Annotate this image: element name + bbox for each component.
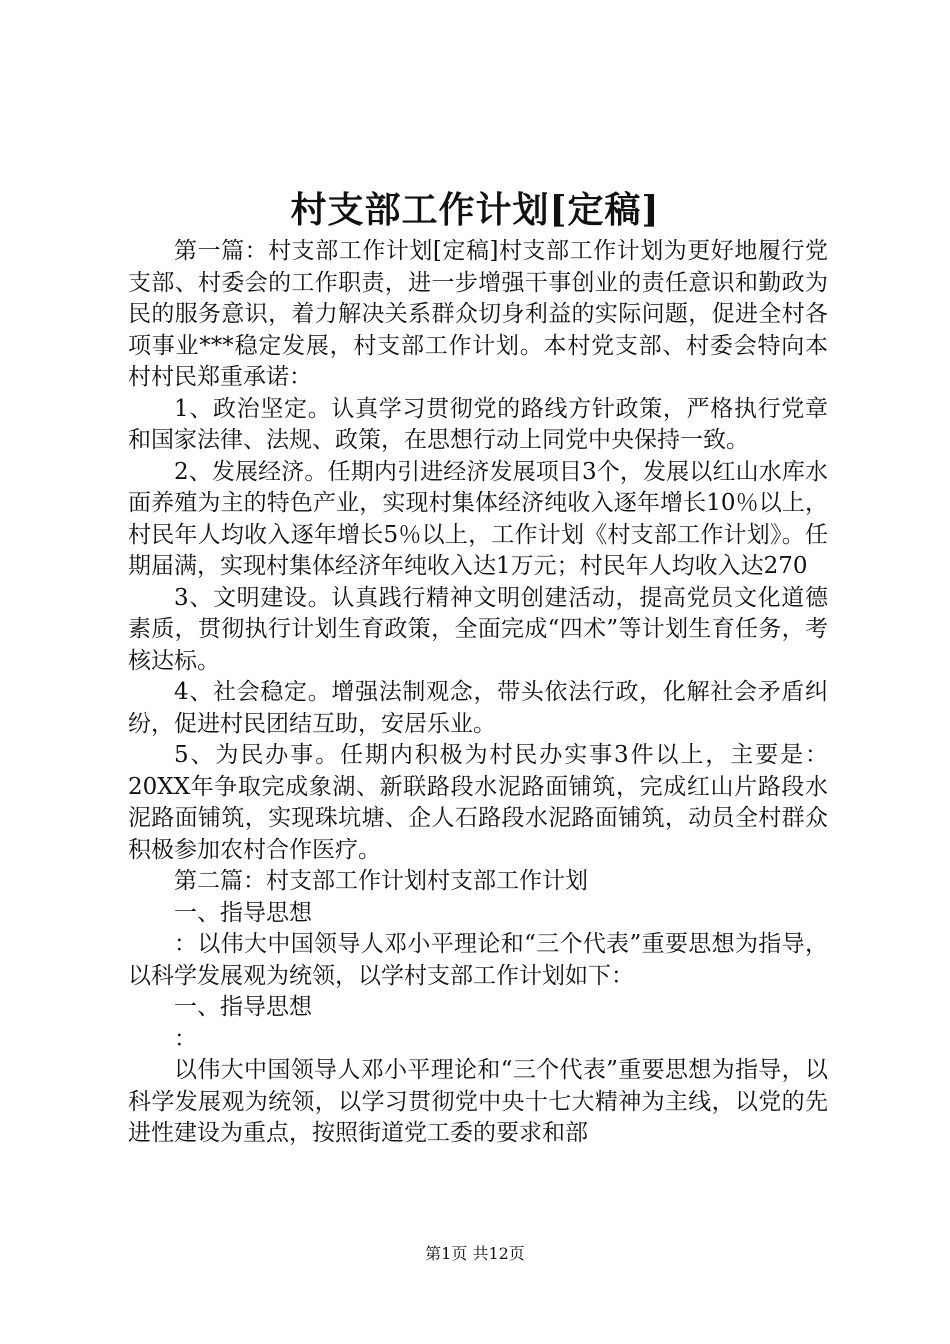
paragraph-item-1: 1、政治坚定。认真学习贯彻党的路线方针政策，严格执行党章和国家法律、法规、政策，在思想行动上同党中央保持一致。 (128, 395, 828, 453)
paragraph-guiding-thought-detail: 以伟大中国领导人邓小平理论和“三个代表”重要思想为指导，以科学发展观为统领，以学习贯彻党中央十七大精神为主线，以党的先进性建设为重点，按照街道党工委的要求和部 (128, 1057, 828, 1146)
document-body (128, 236, 828, 1150)
paragraph-item-4: 4、社会稳定。增强法制观念，带头依法行政，化解社会矛盾纠纷，促进村民团结互助，安居乐业。 (128, 679, 828, 737)
paragraph-item-5: 5、为民办事。任期内积极为村民办实事3件以上，主要是：20XX年争取完成象湖、新联路段水泥路面铺筑，完成红山片路段水泥路面铺筑，实现珠坑塘、企人石路段水泥路面铺筑，动员全村群众积极参加农村合作医疗。 (128, 742, 828, 863)
paragraph-colon: ： (174, 1025, 197, 1052)
page-footer: 第1页 共12页 (425, 1244, 525, 1263)
paragraph-guiding-thought-heading-repeat: 一、指导思想 (174, 994, 312, 1020)
paragraph-item-3: 3、文明建设。认真践行精神文明创建活动，提高党员文化道德素质，贯彻执行计划生育政策，全面完成“四术”等计划生育任务，考核达标。 (128, 584, 828, 674)
paragraph-guiding-thought-text: ：以伟大中国领导人邓小平理论和“三个代表”重要思想为指导，以科学发展观为统领，以学村支部工作计划如下： (128, 931, 828, 989)
paragraph-item-2: 2、发展经济。任期内引进经济发展项目3个，发展以红山水库水面养殖为主的特色产业，实现村集体经济纯收入逐年增长10％以上，村民年人均收入逐年增长5％以上，工作计划《村支部工作计划》。任期届满，实现村集体经济年纯收入达1万元；村民年人均收入达270 (128, 458, 828, 579)
paragraph-second-part-heading: 第二篇：村支部工作计划村支部工作计划 (174, 868, 588, 894)
document-title: 村支部工作计划[定稿] (290, 189, 660, 231)
paragraph-intro: 第一篇：村支部工作计划[定稿]村支部工作计划为更好地履行党支部、村委会的工作职责，进一步增强干事创业的责任意识和勤政为民的服务意识，着力解决关系群众切身利益的实际问题，促进全村各项事业***稳定发展，村支部工作计划。本村党支部、村委会特向本村村民郑重承诺： (128, 238, 828, 390)
paragraph-guiding-thought-heading: 一、指导思想 (174, 899, 312, 926)
